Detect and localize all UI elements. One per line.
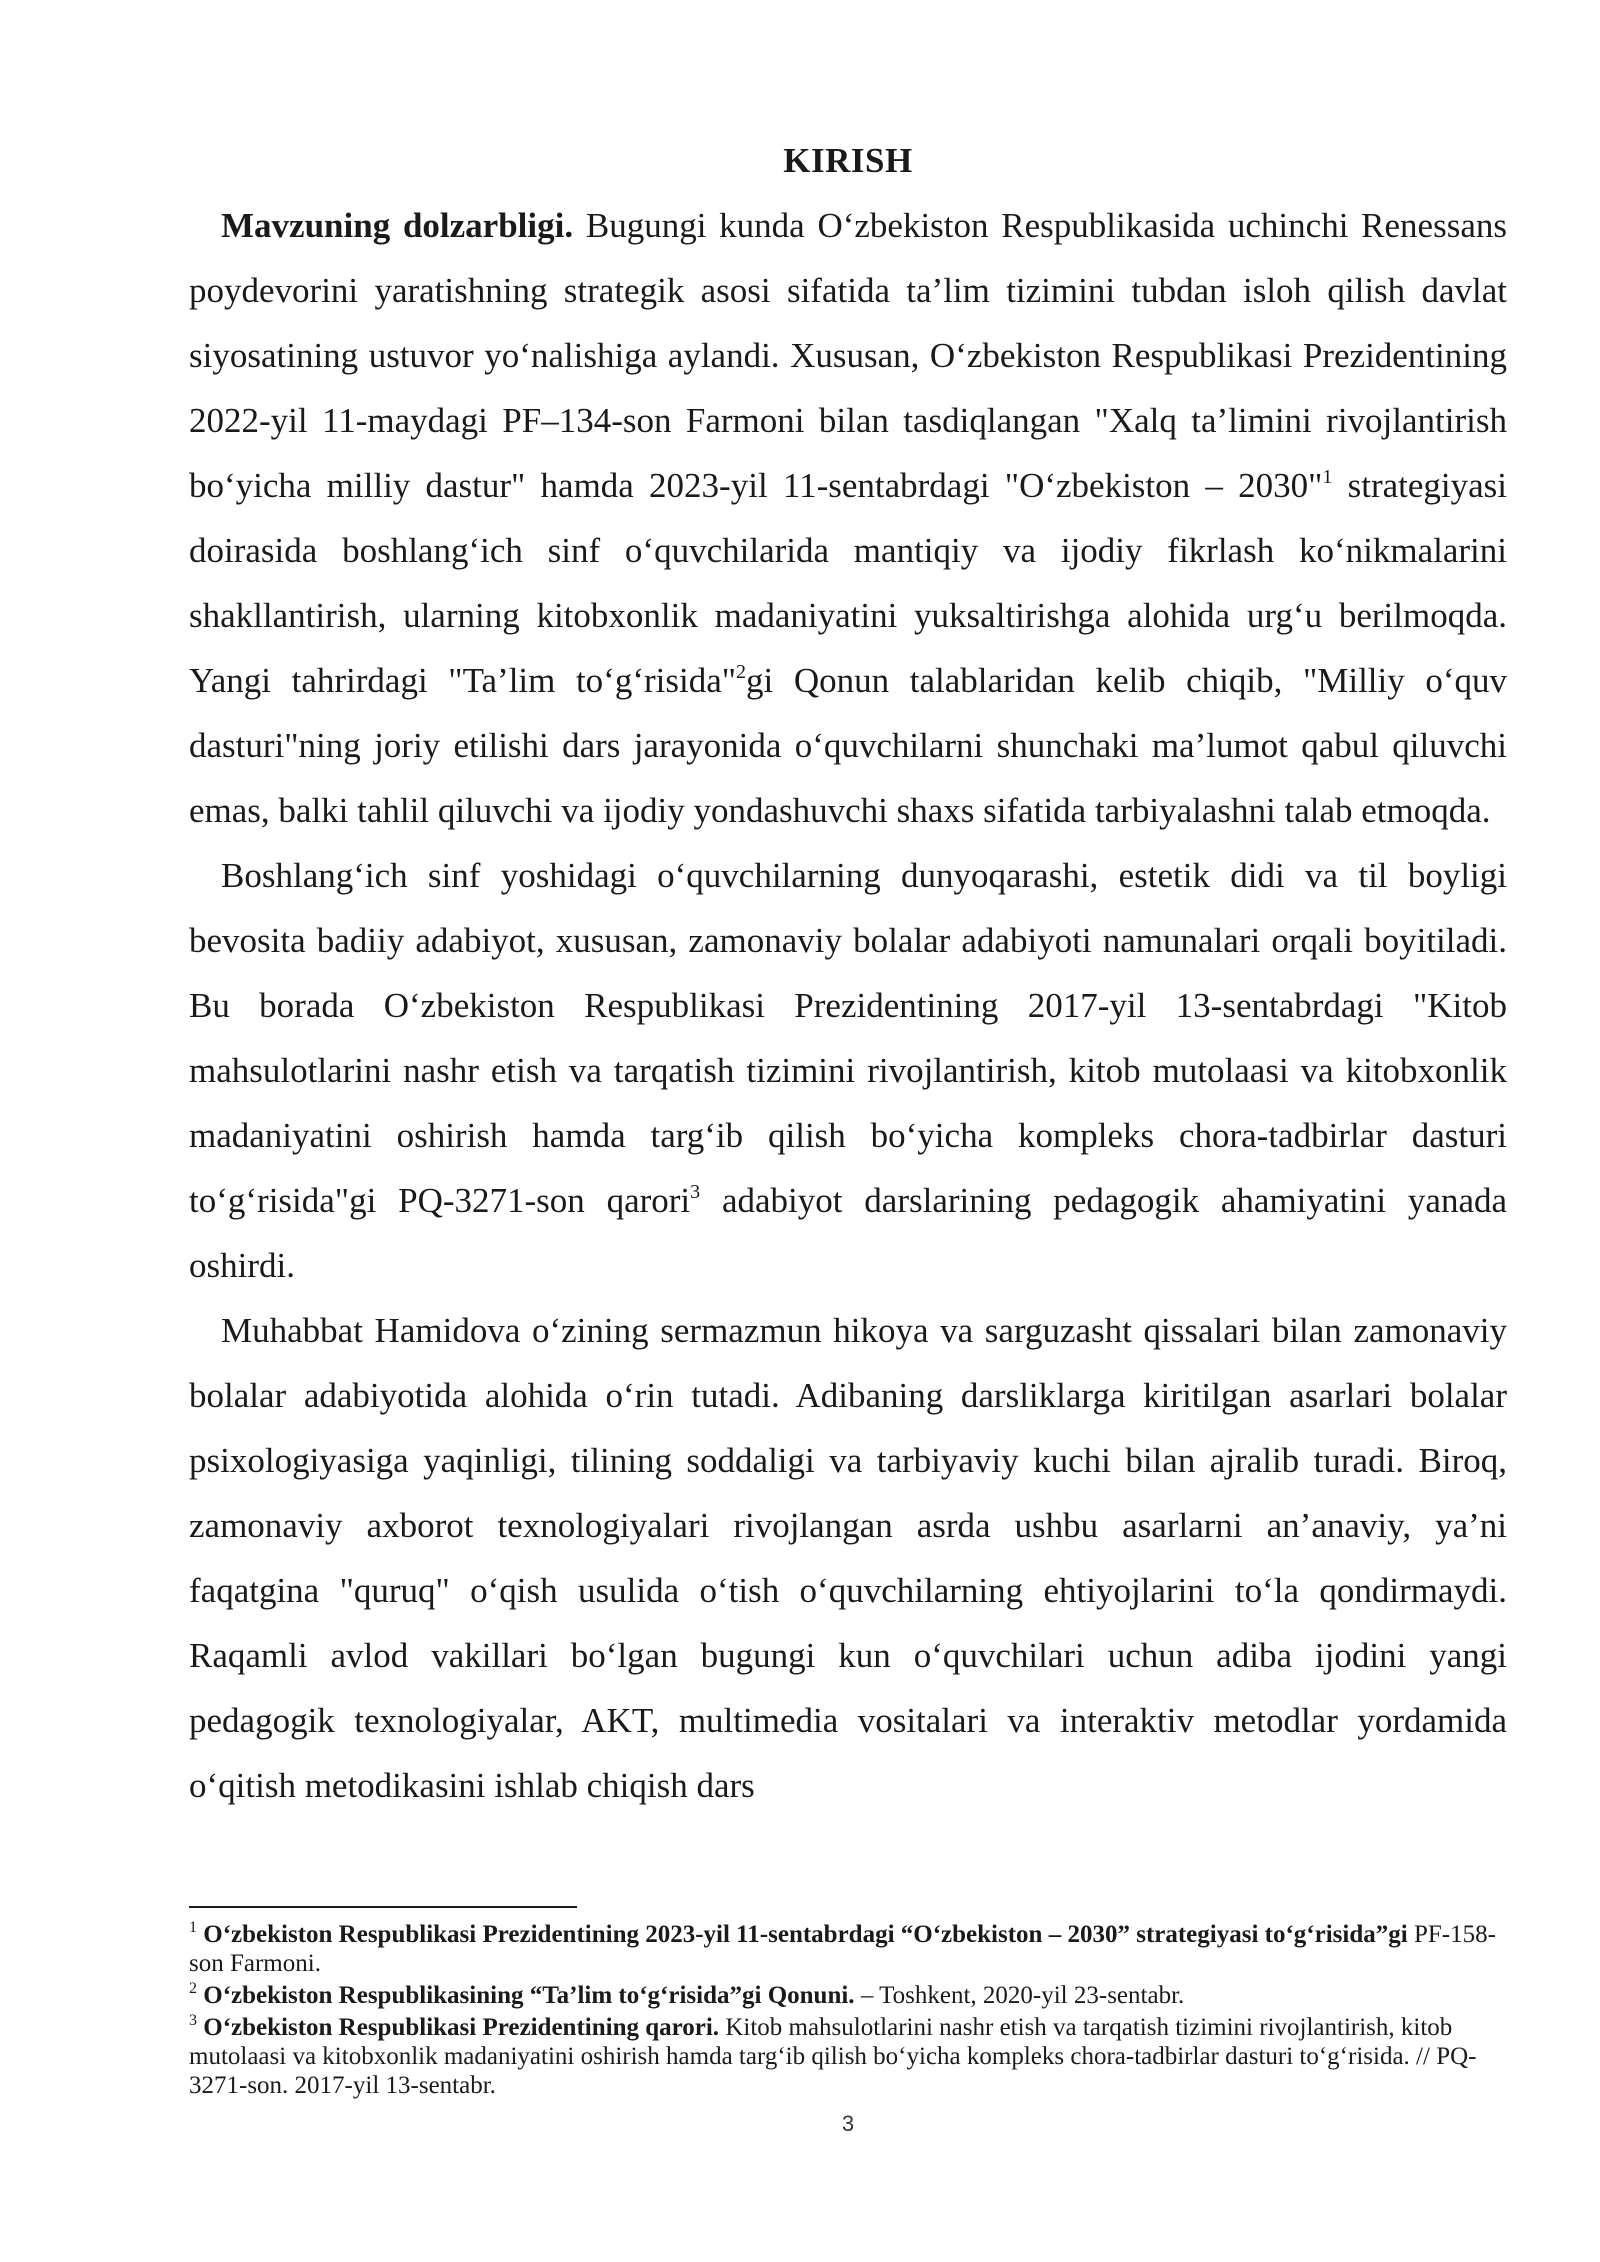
footnote-2 [189, 1981, 1507, 2010]
paragraph-text: Bugungi kunda O‘zbekiston Respublikasida uchinchi Renessans poydevorini yaratishning strategik asosi sifatida ta’lim tizimini tubdan isloh qilish davlat siyosatining ustuvor yo‘nalishiga aylandi. Xususan, O‘zbekiston Respublikasi Prezidentining 2022-yil 11-maydagi PF–134-son Farmoni bilan tasdiqlangan "Xalq ta’limini rivojlantirish bo‘yicha milliy dastur" hamda 2023-yil 11-sentabrdagi "O‘zbekiston – 2030" [189, 206, 1507, 505]
footnote-number: 2 [189, 1980, 197, 1997]
paragraph-hamidova [189, 1298, 1507, 1818]
footnote-ref[interactable]: 2 [736, 661, 747, 683]
paragraph-literature [189, 843, 1507, 1298]
paragraph-lead: Mavzuning dolzarbligi. [221, 206, 574, 245]
paragraph-relevance [189, 193, 1507, 843]
footnote-source: O‘zbekiston Respublikasining “Ta’lim to‘g‘risida”gi Qonuni. [203, 1982, 855, 2009]
paragraph-text: Boshlang‘ich sinf yoshidagi o‘quvchilarning dunyoqarashi, estetik didi va til boyligi bevosita badiiy adabiyot, xususan, zamonaviy bolalar adabiyoti namunalari orqali boyitiladi. Bu borada O‘zbekiston Respublikasi Prezidentining 2017-yil 13-sentabrdagi "Kitob mahsulotlarini nashr etish va tarqatish tizimini rivojlantirish, kitob mutolaasi va kitobxonlik madaniyatini oshirish hamda targ‘ib qilish bo‘yicha kompleks chora-tadbirlar dasturi to‘g‘risida"gi PQ-3271-son qarori [189, 856, 1507, 1220]
footnote-number: 3 [189, 2012, 197, 2029]
footnote-3 [189, 2013, 1507, 2100]
footnote-text: – Toshkent, 2020-yil 23-sentabr. [854, 1982, 1185, 2009]
main-text [189, 128, 1507, 1818]
footnote-number: 1 [189, 1919, 197, 1936]
footnote-text: Kitob mahsulotlarini nashr etish va tarqatish tizimini rivojlantirish, kitob mutolaasi va kitobxonlik madaniyatini oshirish hamda targ‘ib qilish bo‘yicha kompleks chora-tadbirlar dasturi to‘g‘risida. // PQ-3271-son. 2017-yil 13-sentabr. [189, 2014, 1477, 2099]
footnote-separator [189, 1906, 577, 1908]
footnote-source: O‘zbekiston Respublikasi Prezidentining 2023-yil 11-sentabrdagi “O‘zbekiston – 2030” strategiyasi to‘g‘risida”gi [203, 1921, 1408, 1948]
paragraph-text: Muhabbat Hamidova o‘zining sermazmun hikoya va sarguzasht qissalari bilan zamonaviy bolalar adabiyotida alohida o‘rin tutadi. Adibaning darsliklarga kiritilgan asarlari bolalar psixologiyasiga yaqinligi, tilining soddaligi va tarbiyaviy kuchi bilan ajralib turadi. Biroq, zamonaviy axborot texnologiyalari rivojlangan asrda ushbu asarlarni an’anaviy, ya’ni faqatgina "quruq" o‘qish usulida o‘tish o‘quvchilarning ehtiyojlarini to‘la qondirmaydi. Raqamli avlod vakillari bo‘lgan bugungi kun o‘quvchilari uchun adiba ijodini yangi pedagogik texnologiyalar, AKT, multimedia vositalari va interaktiv metodlar yordamida o‘qitish metodikasini ishlab chiqish dars [189, 1311, 1507, 1805]
footnote-text: PF-158-son Farmoni. [189, 1921, 1496, 1977]
paragraph-text: adabiyot darslarining pedagogik ahamiyatini yanada oshirdi. [189, 1181, 1508, 1285]
footnote-ref[interactable]: 1 [1322, 466, 1333, 488]
page-number: 3 [841, 2111, 855, 2136]
paragraph-text: gi Qonun talablaridan kelib chiqib, "Milliy o‘quv dasturi"ning joriy etilishi dars jarayonida o‘quvchilarni shunchaki ma’lumot qabul qiluvchi emas, balki tahlil qiluvchi va ijodiy yondashuvchi shaxs sifatida tarbiyalashni talab etmoqda. [189, 661, 1507, 830]
footnote-source: O‘zbekiston Respublikasi Prezidentining qarori. [203, 2014, 720, 2041]
footnotes [189, 1919, 1507, 2136]
paragraph-text: strategiyasi doirasida boshlang‘ich sinf o‘quvchilarida mantiqiy va ijodiy fikrlash ko‘nikmalarini shakllantirish, ularning kitobxonlik madaniyatini yuksaltirishga alohida urg‘u berilmoqda. Yangi tahrirdagi "Ta’lim to‘g‘risida" [189, 466, 1507, 700]
footnote-1 [189, 1920, 1507, 1978]
page-title: KIRISH [783, 141, 913, 180]
footnote-ref[interactable]: 3 [690, 1181, 701, 1203]
